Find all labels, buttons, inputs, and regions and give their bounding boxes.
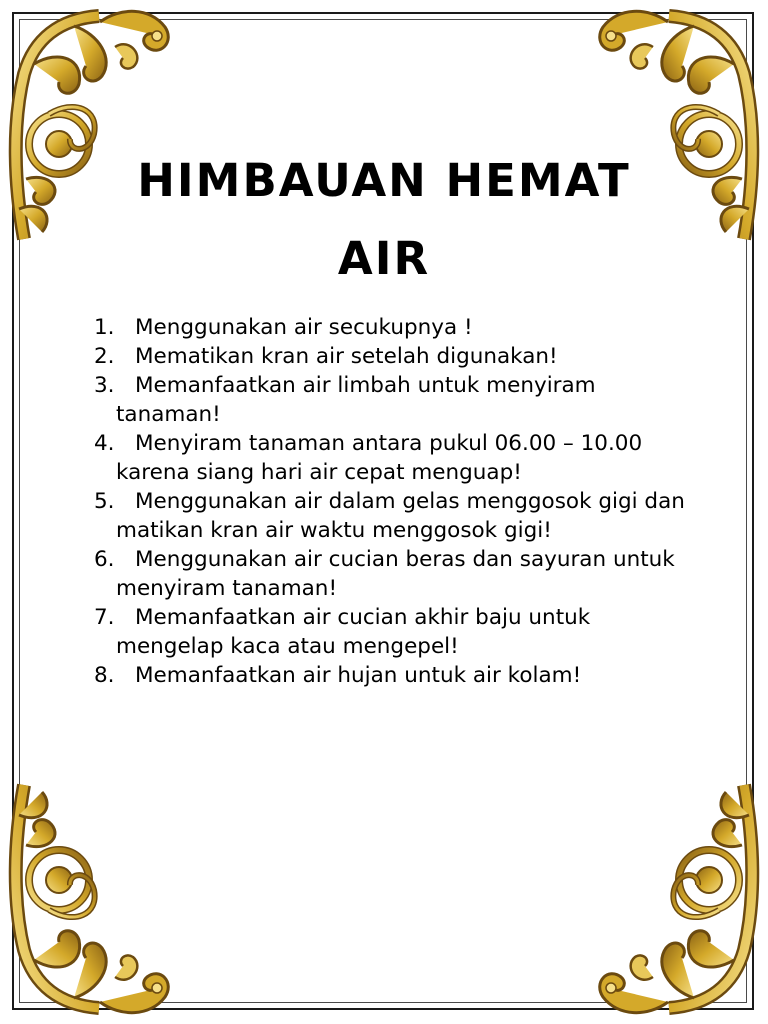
list-text: Menggunakan air secukupnya !	[135, 315, 473, 340]
list-item	[94, 487, 694, 545]
list-text: Memanfaatkan air cucian akhir baju untuk mengelap kaca atau mengepel!	[116, 605, 591, 659]
list-number: 6.	[94, 547, 115, 572]
list-item	[94, 545, 694, 603]
list-number: 5.	[94, 489, 115, 514]
gold-flourish-icon	[95, 2, 185, 82]
list-number: 8.	[94, 663, 115, 688]
gold-flourish-icon	[583, 2, 673, 82]
list-item	[94, 313, 694, 342]
list-text: Memanfaatkan air hujan untuk air kolam!	[135, 663, 582, 688]
list-text: Menggunakan air dalam gelas menggosok gigi dan matikan kran air waktu menggosok gigi!	[116, 489, 685, 543]
gold-flourish-icon	[95, 942, 185, 1022]
list-item	[94, 661, 694, 690]
list-text: Menggunakan air cucian beras dan sayuran untuk menyiram tanaman!	[116, 547, 675, 601]
poster-title: HIMBAUAN HEMAT AIR	[137, 154, 631, 285]
list-number: 4.	[94, 431, 115, 456]
tips-list	[94, 313, 694, 690]
list-number: 7.	[94, 605, 115, 630]
list-item	[94, 429, 694, 487]
list-number: 2.	[94, 344, 115, 369]
list-text: Mematikan kran air setelah digunakan!	[135, 344, 558, 369]
gold-flourish-icon	[583, 942, 673, 1022]
list-text: Memanfaatkan air limbah untuk menyiram tanaman!	[116, 373, 596, 427]
list-item	[94, 603, 694, 661]
list-item	[94, 371, 694, 429]
list-number: 3.	[94, 373, 115, 398]
list-item	[94, 342, 694, 371]
list-text: Menyiram tanaman antara pukul 06.00 – 10.00 karena siang hari air cepat menguap!	[116, 431, 643, 485]
list-number: 1.	[94, 315, 115, 340]
